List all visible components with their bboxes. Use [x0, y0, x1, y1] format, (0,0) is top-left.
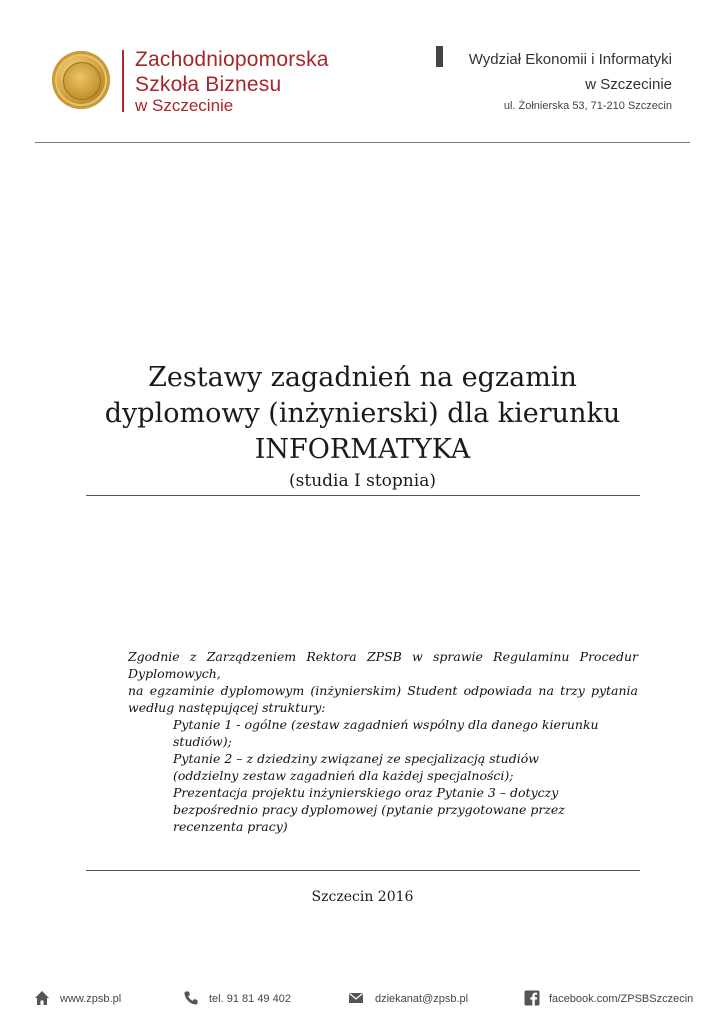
- brand-name-line1: Zachodniopomorska: [135, 48, 329, 71]
- note-item-question-2: Pytanie 2 – z dziedziny związanej ze specjalizacją studiów: [173, 751, 539, 766]
- seal-emblem: [63, 62, 101, 100]
- document-title-line1: Zestawy zagadnień na egzamin: [148, 362, 577, 393]
- university-seal-logo: [52, 51, 110, 109]
- department-marker: [436, 46, 443, 67]
- home-icon: [34, 990, 50, 1006]
- exam-structure-note: [128, 648, 638, 835]
- phone-link[interactable]: tel. 91 81 49 402: [209, 993, 291, 1005]
- header-divider: [35, 142, 690, 143]
- title-divider: [86, 495, 640, 496]
- note-paragraph-2: na egzaminie dyplomowym (inżynierskim) Student odpowiada na trzy pytania według następującej struktury:: [128, 683, 638, 715]
- email-link[interactable]: dziekanat@zpsb.pl: [375, 993, 469, 1005]
- document-title-line3: INFORMATYKA: [254, 434, 471, 465]
- phone-icon: [183, 990, 199, 1006]
- note-paragraph-1: Zgodnie z Zarządzeniem Rektora ZPSB w sprawie Regulaminu Procedur Dyplomowych,: [128, 649, 638, 681]
- place-and-date: Szczecin 2016: [311, 889, 414, 905]
- department-city: w Szczecinie: [585, 76, 672, 93]
- document-title-line2: dyplomowy (inżynierski) dla kierunku: [104, 398, 621, 429]
- facebook-link[interactable]: facebook.com/ZPSBSzczecin: [549, 993, 694, 1005]
- note-item-question-3: Prezentacja projektu inżynierskiego oraz Pytanie 3 – dotyczy bezpośrednio pracy dyplomowej (pytanie przygotowane przez recenzenta pracy): [173, 785, 565, 834]
- document-subtitle: (studia I stopnia): [289, 471, 436, 491]
- note-item-question-2-detail: (oddzielny zestaw zagadnień dla każdej specjalności);: [173, 768, 514, 783]
- bottom-divider: [86, 870, 640, 871]
- envelope-icon: [348, 990, 364, 1006]
- facebook-icon: [524, 990, 540, 1006]
- brand-name-line3: w Szczecinie: [135, 96, 234, 115]
- note-item-question-1: Pytanie 1 - ogólne (zestaw zagadnień wspólny dla danego kierunku studiów);: [173, 717, 599, 749]
- logo-divider: [122, 50, 124, 112]
- brand-name-line2: Szkoła Biznesu: [135, 73, 282, 96]
- website-link[interactable]: www.zpsb.pl: [60, 993, 122, 1005]
- department-address: ul. Żołnierska 53, 71-210 Szczecin: [503, 100, 672, 112]
- department-name: Wydział Ekonomii i Informatyki: [468, 51, 672, 68]
